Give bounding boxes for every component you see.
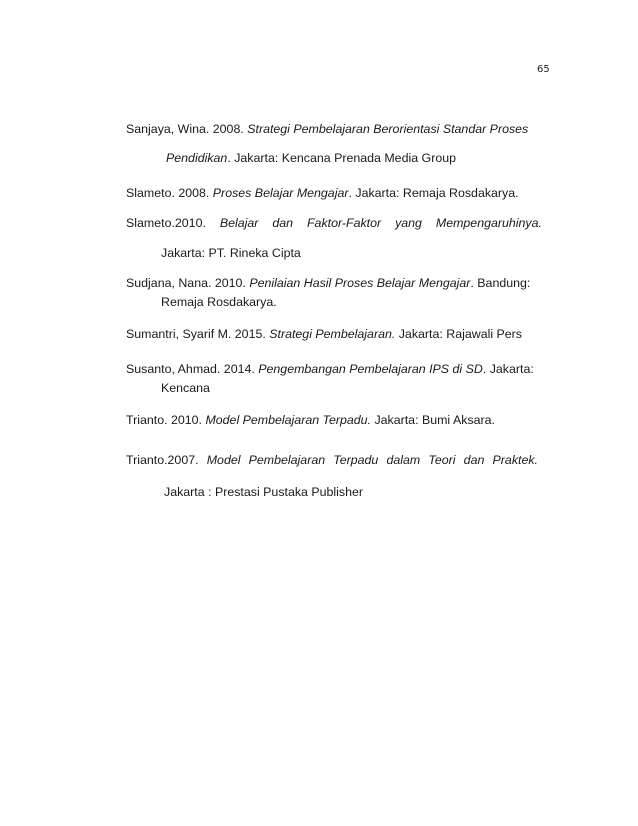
reference-author: Trianto.2007. xyxy=(126,453,199,467)
reference-title: Model Pembelajaran Terpadu. xyxy=(205,413,371,427)
reference-title-word: Model xyxy=(206,453,241,467)
reference-publisher: Kencana xyxy=(161,381,210,395)
reference-publisher: . Jakarta: xyxy=(482,362,534,376)
reference-author: Susanto, Ahmad. 2014. xyxy=(126,362,259,376)
reference-trianto-2007-line-1 xyxy=(126,452,538,468)
reference-title: Strategi Pembelajaran Berorientasi Standar Proses xyxy=(247,122,529,136)
reference-title-word: Mempengaruhinya. xyxy=(435,216,542,230)
reference-title-word: Belajar xyxy=(219,216,259,230)
reference-sanjaya-line-2 xyxy=(166,150,456,166)
reference-author: Sumantri, Syarif M. 2015. xyxy=(126,327,270,341)
reference-title: Pengembangan Pembelajaran IPS di SD xyxy=(258,362,483,376)
reference-publisher: Jakarta: Bumi Aksara. xyxy=(371,413,495,427)
reference-publisher: . Jakarta: Remaja Rosdakarya. xyxy=(348,186,519,200)
reference-slameto-2010-line-1 xyxy=(126,215,542,231)
reference-author: Sudjana, Nana. 2010. xyxy=(126,276,250,290)
reference-publisher: . Jakarta: Kencana Prenada Media Group xyxy=(227,151,456,165)
reference-title-word: Pembelajaran xyxy=(248,453,326,467)
reference-sudjana-line-2 xyxy=(161,294,277,310)
reference-author: Sanjaya, Wina. 2008. xyxy=(126,122,248,136)
reference-publisher: Jakarta : Prestasi Pustaka Publisher xyxy=(164,485,364,499)
reference-author: Trianto. 2010. xyxy=(126,413,206,427)
reference-title: Strategi Pembelajaran. xyxy=(269,327,396,341)
reference-title-word: Terpadu xyxy=(333,453,379,467)
reference-title-word: Teori xyxy=(428,453,456,467)
reference-trianto-2010-line-1 xyxy=(126,412,495,428)
reference-sudjana-line-1 xyxy=(126,275,530,291)
reference-sanjaya-line-1 xyxy=(126,121,528,137)
reference-title-word: yang xyxy=(395,216,422,230)
reference-title: Pendidikan xyxy=(166,151,228,165)
reference-author: Slameto. 2008. xyxy=(126,186,213,200)
reference-author: Slameto.2010. xyxy=(126,216,206,230)
reference-publisher: . Bandung: xyxy=(470,276,531,290)
reference-susanto-line-1 xyxy=(126,361,534,377)
reference-publisher: Jakarta: PT. Rineka Cipta xyxy=(161,246,301,260)
reference-title: Penilaian Hasil Proses Belajar Mengajar xyxy=(249,276,471,290)
reference-slameto-2008-line-1 xyxy=(126,185,519,201)
reference-trianto-2007-line-2 xyxy=(164,484,363,500)
page-number: 65 xyxy=(537,64,550,75)
reference-title-word: Faktor-Faktor xyxy=(306,216,382,230)
reference-title-word: dan xyxy=(463,453,485,467)
reference-publisher: Jakarta: Rajawali Pers xyxy=(395,327,523,341)
reference-publisher: Remaja Rosdakarya. xyxy=(161,295,277,309)
reference-susanto-line-2 xyxy=(161,380,210,396)
reference-title-word: dalam xyxy=(386,453,421,467)
reference-title-word: dan xyxy=(272,216,294,230)
reference-sumantri-line-1 xyxy=(126,326,522,342)
reference-title-word: Praktek. xyxy=(492,453,538,467)
reference-slameto-2010-line-2 xyxy=(161,245,301,261)
reference-title: Proses Belajar Mengajar xyxy=(212,186,349,200)
